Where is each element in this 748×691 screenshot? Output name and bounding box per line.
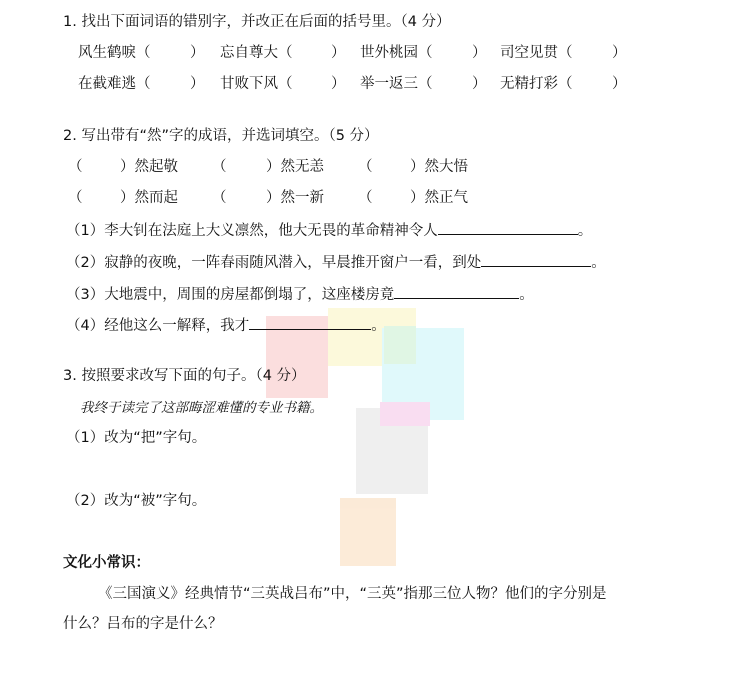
q1-word-5: 在截难逃（ (78, 76, 151, 92)
q3-answer-area-1[interactable] (66, 455, 666, 485)
q1-word-8: 无精打彩（ (500, 76, 573, 92)
q2-idiom-4: ）然而起 (120, 190, 178, 206)
q2-idiom-2: ）然无恙 (266, 159, 324, 175)
q1-paren-3: ） (472, 45, 487, 61)
q1-word-2: 忘自尊大（ (220, 45, 293, 61)
q3-part-1: （1）改为“把”字句。 (66, 430, 207, 446)
q2-sentence-4 (66, 315, 386, 336)
q2-sentence-3-text: （3）大地震中，周围的房屋都倒塌了，这座楼房竟 (66, 287, 395, 303)
culture-question-line-1: 《三国演义》经典情节“三英战吕布”中，“三英”指那三位人物？他们的字分别是 (98, 586, 607, 602)
q3-part-2: （2）改为“被”字句。 (66, 493, 207, 509)
q1-paren-5: ） (190, 76, 205, 92)
watermark-pink-block (380, 402, 430, 426)
q1-word-3: 世外桃园（ (360, 45, 433, 61)
q2-open-5: （ (212, 190, 227, 206)
q1-paren-7: ） (472, 76, 487, 92)
q2-open-6: （ (358, 190, 373, 206)
q2-answer-blank-3[interactable] (394, 284, 519, 299)
q3-sentence: 我终于读完了这部晦涩难懂的专业书籍。 (80, 400, 323, 416)
q2-answer-blank-2[interactable] (481, 252, 591, 267)
q2-open-1: （ (68, 159, 83, 175)
q2-sentence-3 (66, 284, 534, 305)
q1-paren-8: ） (612, 76, 627, 92)
watermark-green-block (384, 326, 416, 364)
q3-answer-area-2[interactable] (66, 516, 666, 546)
q2-open-2: （ (212, 159, 227, 175)
culture-question-line-2: 什么？吕布的字是什么？ (63, 616, 223, 632)
q2-period-4: 。 (371, 318, 386, 334)
q2-idiom-6: ）然正气 (410, 190, 468, 206)
q3-title: 3. 按照要求改写下面的句子。（4 分） (63, 368, 306, 384)
q2-period-2: 。 (591, 255, 606, 271)
q2-idiom-5: ）然一新 (266, 190, 324, 206)
q2-sentence-1 (66, 220, 592, 241)
q2-sentence-1-text: （1）李大钊在法庭上大义凛然，他大无畏的革命精神令人 (66, 223, 438, 239)
q2-period-1: 。 (577, 223, 593, 239)
q1-paren-6: ） (331, 76, 346, 92)
q2-answer-blank-4[interactable] (249, 315, 371, 330)
q2-period-3: 。 (519, 287, 534, 303)
q1-paren-4: ） (612, 45, 627, 61)
q1-word-1: 风生鹤唳（ (78, 45, 151, 61)
q1-paren-1: ） (190, 45, 205, 61)
q2-answer-blank-1[interactable] (438, 220, 578, 235)
q1-word-4: 司空见贯（ (500, 45, 573, 61)
q2-idiom-1: ）然起敬 (120, 159, 178, 175)
q1-paren-2: ） (331, 45, 346, 61)
q2-open-3: （ (358, 159, 373, 175)
q2-open-4: （ (68, 190, 83, 206)
q2-idiom-3: ）然大悟 (410, 159, 468, 175)
q1-word-6: 甘败下风（ (220, 76, 293, 92)
q1-title: 1. 找出下面词语的错别字，并改正在后面的括号里。（4 分） (63, 14, 451, 30)
culture-heading: 文化小常识： (63, 555, 150, 571)
q2-sentence-2-text: （2）寂静的夜晚，一阵春雨随风潜入，早晨推开窗户一看，到处 (66, 255, 482, 271)
q1-word-7: 举一返三（ (360, 76, 433, 92)
q2-sentence-4-text: （4）经他这么一解释，我才 (66, 318, 250, 334)
q2-sentence-2 (66, 252, 606, 273)
q2-title: 2. 写出带有“然”字的成语，并选词填空。（5 分） (63, 128, 379, 144)
